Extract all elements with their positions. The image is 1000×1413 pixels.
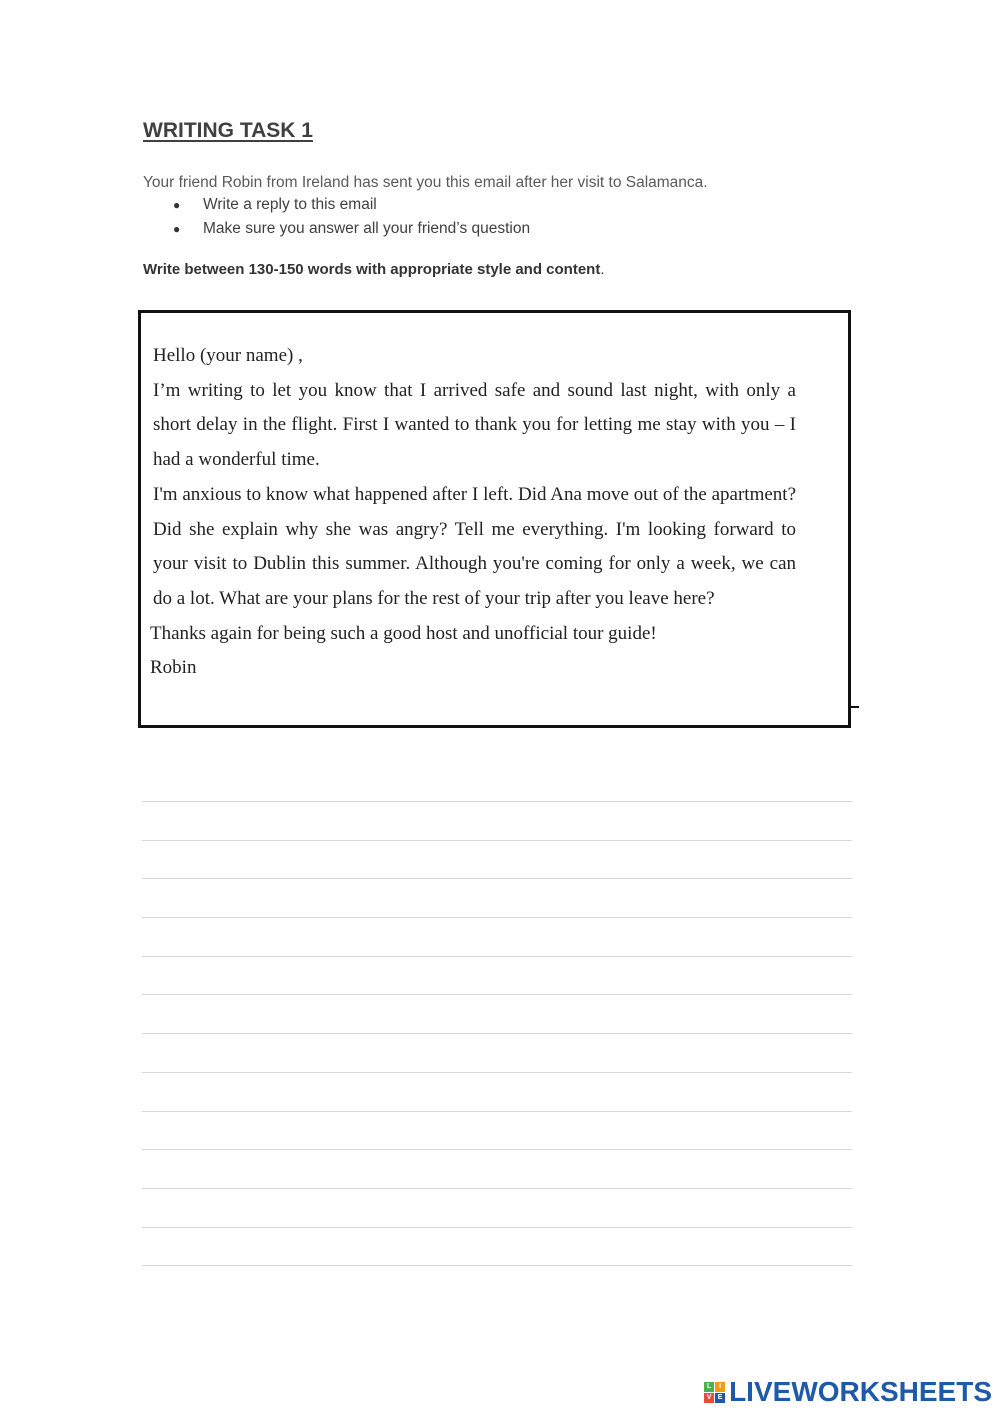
bullet-text: Write a reply to this email <box>203 196 377 213</box>
answer-line[interactable] <box>142 1227 852 1228</box>
email-signature: Robin <box>150 657 197 679</box>
email-paragraph-1: I’m writing to let you know that I arrived safe and sound last night, with only a short delay in the flight. First I wanted to thank you for letting me stay with you – I had a wonderful time. <box>153 379 796 471</box>
logo-letter-i: I <box>715 1382 725 1392</box>
email-body <box>150 339 796 686</box>
logo-wordmark: LIVEWORKSHEETS <box>729 1376 992 1407</box>
task-bullet-list <box>170 196 530 244</box>
word-count-instruction <box>143 261 605 278</box>
answer-line[interactable] <box>142 840 852 841</box>
email-paragraph-2: I'm anxious to know what happened after I left. Did Ana move out of the apartment? Did she explain why she was angry? Tell me everything. I'm looking forward to your visit to Dublin this summer. Although you're coming for only a week, we can do a lot. What are your plans for the rest of your trip after you leave here? <box>153 483 796 609</box>
answer-line[interactable] <box>142 1072 852 1073</box>
answer-line[interactable] <box>142 994 852 995</box>
word-count-text: Write between 130-150 words with appropriate style and content <box>143 261 601 278</box>
answer-line[interactable] <box>142 1111 852 1112</box>
task-intro: Your friend Robin from Ireland has sent you this email after her visit to Salamanca. <box>143 174 708 191</box>
email-closing: Thanks again for being such a good host and unofficial tour guide! <box>150 622 657 644</box>
frame-tick-mark <box>849 706 859 708</box>
logo-mark-icon <box>704 1382 725 1403</box>
page-title: WRITING TASK 1 <box>143 119 313 142</box>
liveworksheets-logo <box>704 1376 992 1408</box>
bullet-item <box>170 196 530 220</box>
answer-lines[interactable] <box>142 801 852 1304</box>
bullet-item <box>170 220 530 244</box>
bullet-icon: ● <box>173 198 181 212</box>
word-count-period: . <box>600 261 605 278</box>
logo-letter-e: E <box>715 1393 725 1403</box>
answer-line[interactable] <box>142 956 852 957</box>
answer-line[interactable] <box>142 1265 852 1266</box>
logo-letter-l: L <box>704 1382 714 1392</box>
answer-line[interactable] <box>142 1033 852 1034</box>
answer-line[interactable] <box>142 917 852 918</box>
answer-line[interactable] <box>142 1188 852 1189</box>
email-greeting: Hello (your name) , <box>153 345 303 366</box>
answer-line[interactable] <box>142 801 852 802</box>
answer-line[interactable] <box>142 1149 852 1150</box>
bullet-text: Make sure you answer all your friend’s question <box>203 220 531 237</box>
logo-letter-v: V <box>704 1393 714 1403</box>
bullet-icon: ● <box>173 222 181 236</box>
answer-line[interactable] <box>142 878 852 879</box>
